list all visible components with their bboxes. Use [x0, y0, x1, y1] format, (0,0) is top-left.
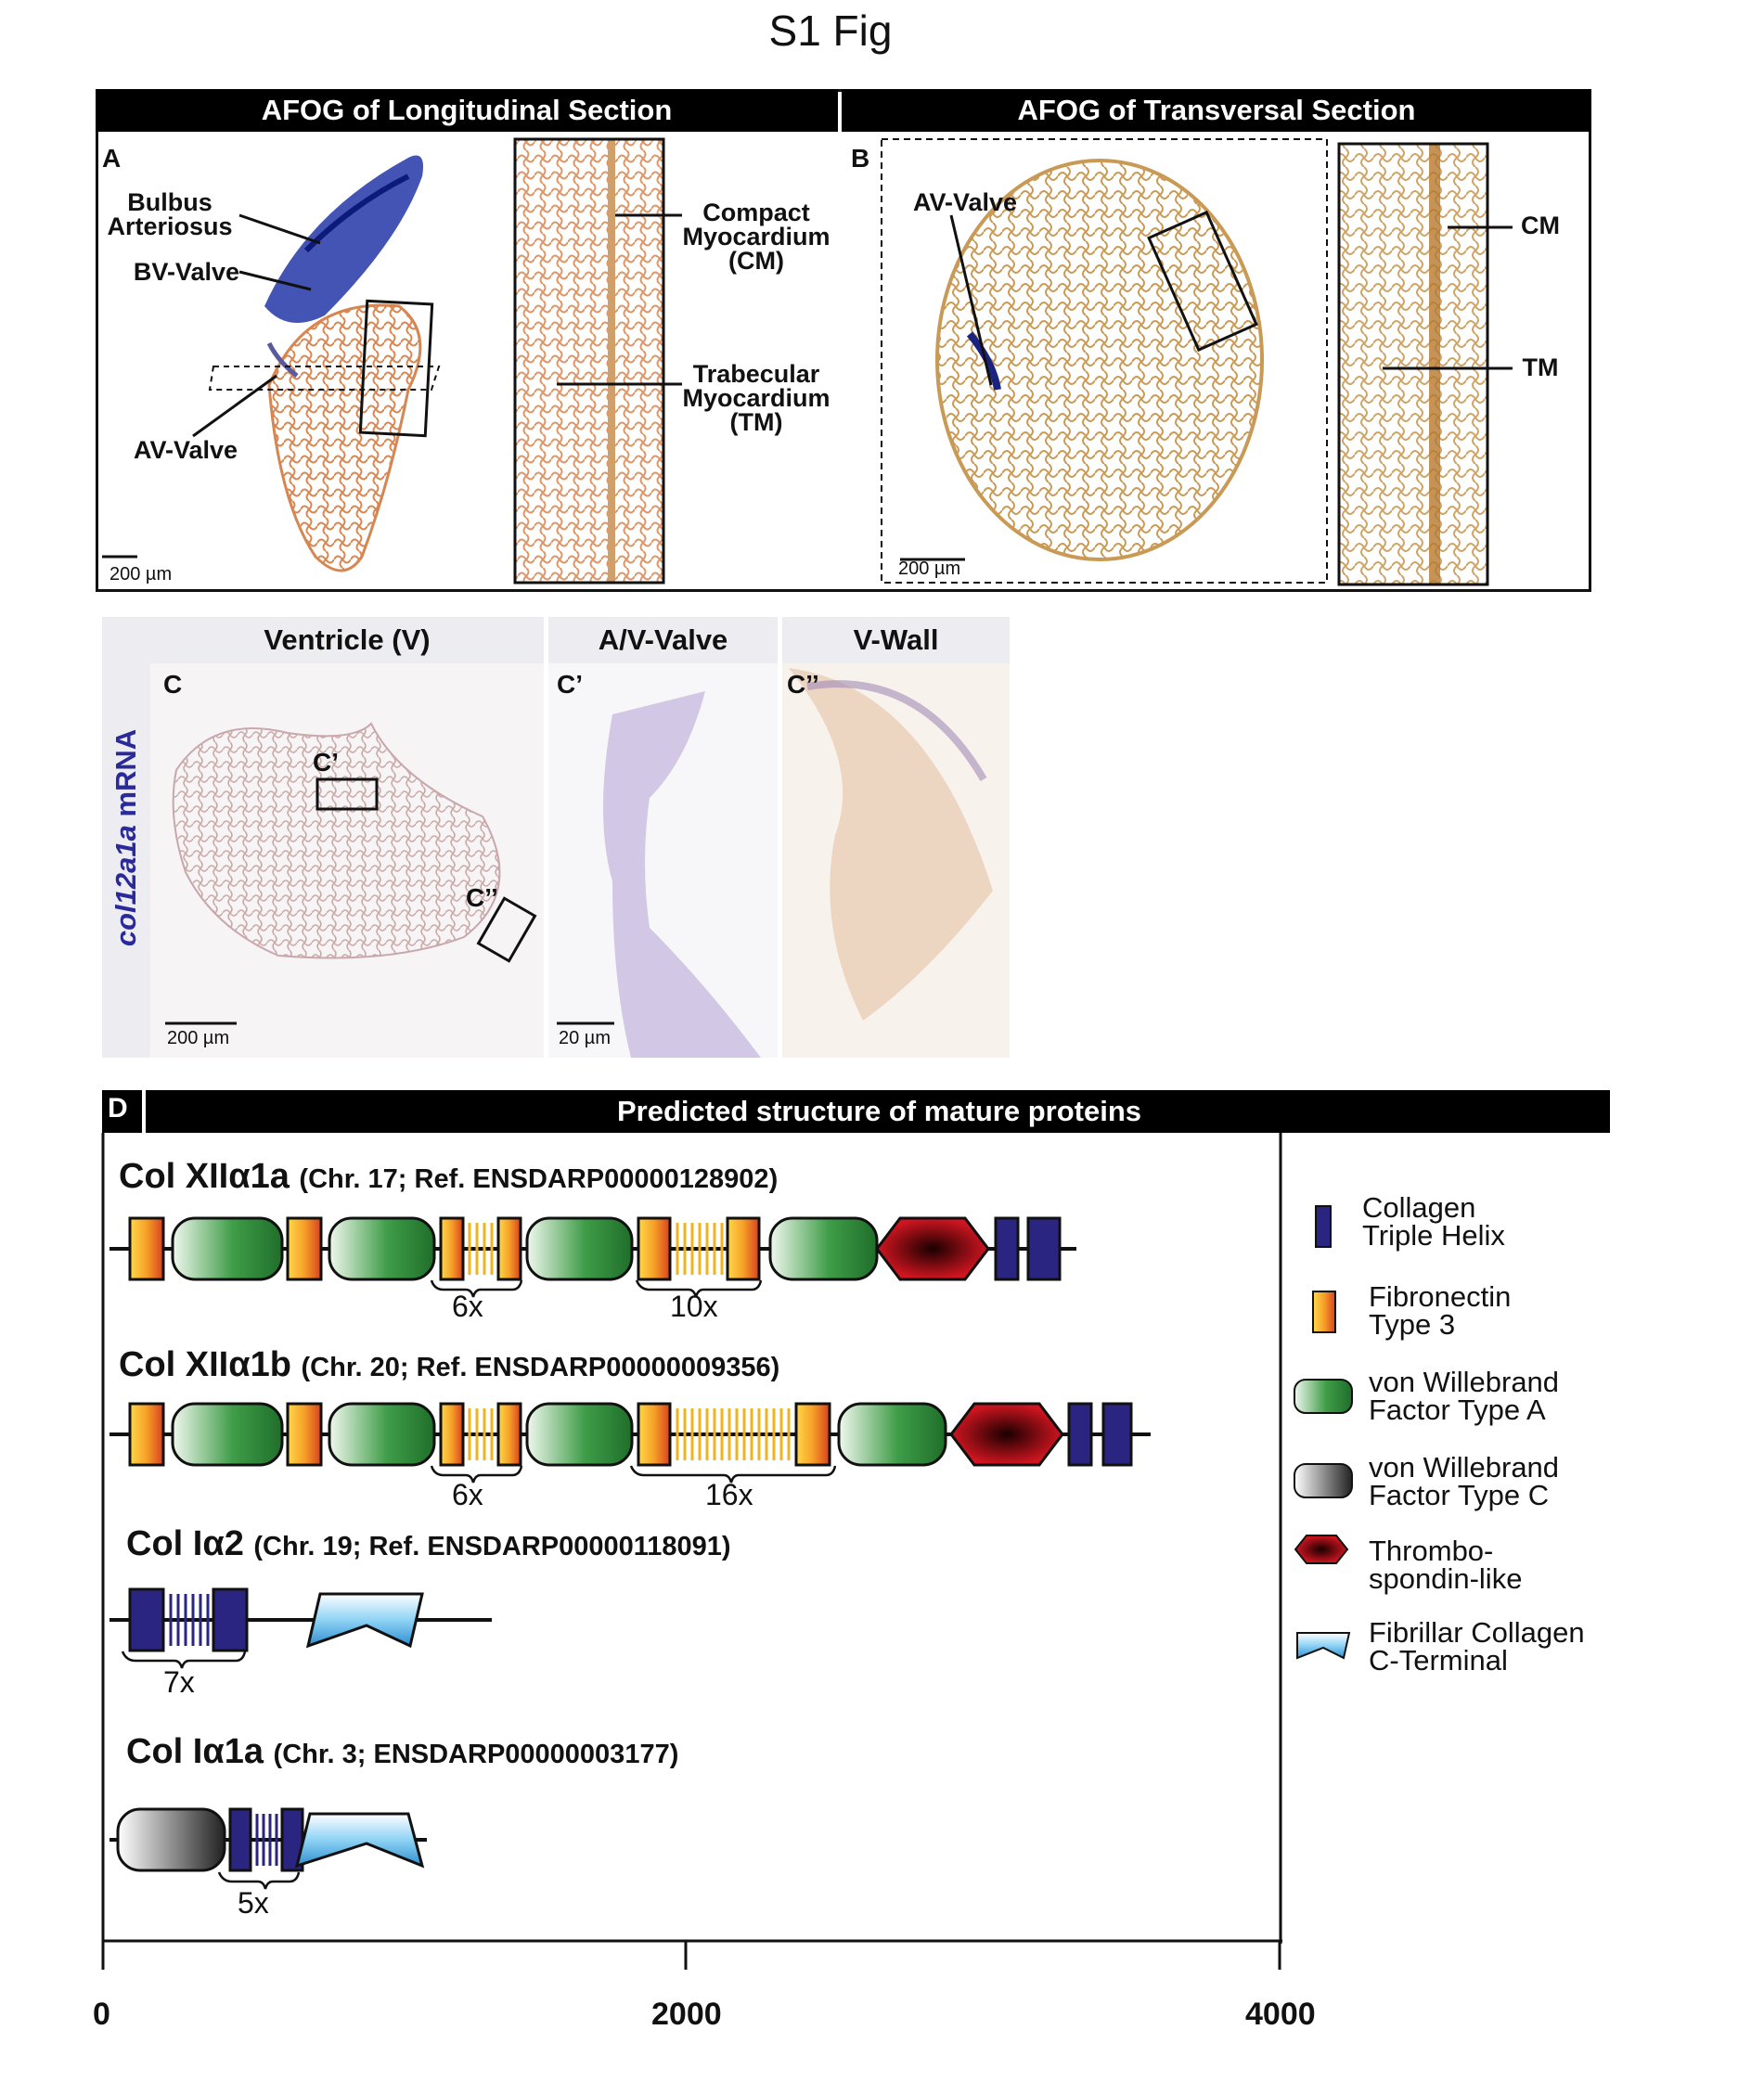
panel-c-letter: C — [163, 670, 183, 699]
panel-a-heart-image — [264, 156, 423, 572]
protein-title-4: Col Iα1a (Chr. 3; ENSDARP00000003177) — [126, 1732, 679, 1771]
scale-b: 200 µm — [898, 559, 961, 579]
vwa-icon — [1294, 1380, 1352, 1413]
panel-b-header: AFOG of Transversal Section — [842, 89, 1591, 132]
box-label-c2: C’’ — [466, 883, 498, 912]
protein-col1a2-diagram — [109, 1589, 492, 1668]
panel-c-header-ventricle: Ventricle (V) — [150, 617, 544, 663]
scale-a: 200 µm — [109, 564, 173, 585]
panel-d-header: Predicted structure of mature proteins — [616, 1095, 1141, 1127]
panel-a-letter: A — [102, 144, 122, 173]
legend-fibronectin: Fibronectin Type 3 — [1369, 1280, 1512, 1341]
repeat-label: 6x — [452, 1478, 483, 1511]
panel-c1-letter: C’ — [557, 670, 583, 699]
label-tm: TM — [1522, 353, 1559, 381]
repeat-label: 5x — [238, 1886, 269, 1920]
vwc-icon — [1294, 1464, 1352, 1497]
fibronectin-icon — [1313, 1291, 1335, 1332]
protein-col12a1a-diagram — [109, 1218, 1076, 1297]
panel-d-letter: D — [108, 1093, 128, 1124]
legend-triple-helix: Collagen Triple Helix — [1362, 1191, 1505, 1252]
label-trabecular: Trabecular Myocardium (TM) — [682, 360, 830, 436]
repeat-label: 7x — [163, 1665, 195, 1699]
panel-c-side-label: col12a1a mRNA — [109, 728, 142, 947]
box-label-c1: C’ — [313, 748, 339, 777]
axis-tick-4000: 4000 — [1245, 1997, 1316, 2032]
figure-title: S1 Fig — [768, 6, 893, 55]
label-av-valve-b: AV-Valve — [912, 188, 1018, 216]
legend-vwa: von Willebrand Factor Type A — [1369, 1366, 1560, 1426]
repeat-label: 6x — [452, 1290, 483, 1323]
scale-c: 200 µm — [167, 1028, 230, 1048]
panel-a-header: AFOG of Longitudinal Section — [96, 89, 838, 132]
legend-vwc: von Willebrand Factor Type C — [1369, 1451, 1560, 1511]
legend-fibrillar: Fibrillar Collagen C-Terminal — [1369, 1616, 1585, 1676]
triple-helix-icon — [1316, 1206, 1331, 1247]
protein-title-3: Col Iα2 (Chr. 19; Ref. ENSDARP00000118091) — [126, 1524, 731, 1563]
panel-c-header-wall: V-Wall — [782, 617, 1010, 663]
panel-c2-letter: C’’ — [787, 670, 819, 699]
thrombospondin-icon — [1295, 1535, 1347, 1563]
protein-title-2: Col XIIα1b (Chr. 20; Ref. ENSDARP00000009356) — [119, 1345, 780, 1384]
label-bv-valve: BV-Valve — [133, 258, 239, 286]
label-bulbus: Bulbus Arteriosus — [107, 188, 233, 240]
scale-c1: 20 µm — [559, 1028, 611, 1048]
repeat-label: 10x — [670, 1290, 718, 1323]
panel-b-letter: B — [851, 144, 870, 173]
fibrillar-cterm-icon — [1297, 1633, 1349, 1658]
repeat-label: 16x — [705, 1478, 753, 1511]
axis-tick-2000: 2000 — [651, 1997, 722, 2032]
label-av-valve-a: AV-Valve — [133, 436, 238, 464]
protein-title-1: Col XIIα1a (Chr. 17; Ref. ENSDARP00000128902) — [119, 1157, 779, 1196]
protein-col12a1b-diagram — [109, 1404, 1151, 1483]
protein-col1a1a-diagram — [109, 1809, 427, 1889]
panel-c-header-valve: A/V-Valve — [548, 617, 778, 663]
legend-thrombospondin: Thrombo- spondin-like — [1369, 1535, 1523, 1595]
label-compact: Compact Myocardium (CM) — [682, 199, 830, 275]
label-cm: CM — [1521, 212, 1560, 239]
axis-tick-0: 0 — [93, 1997, 110, 2032]
